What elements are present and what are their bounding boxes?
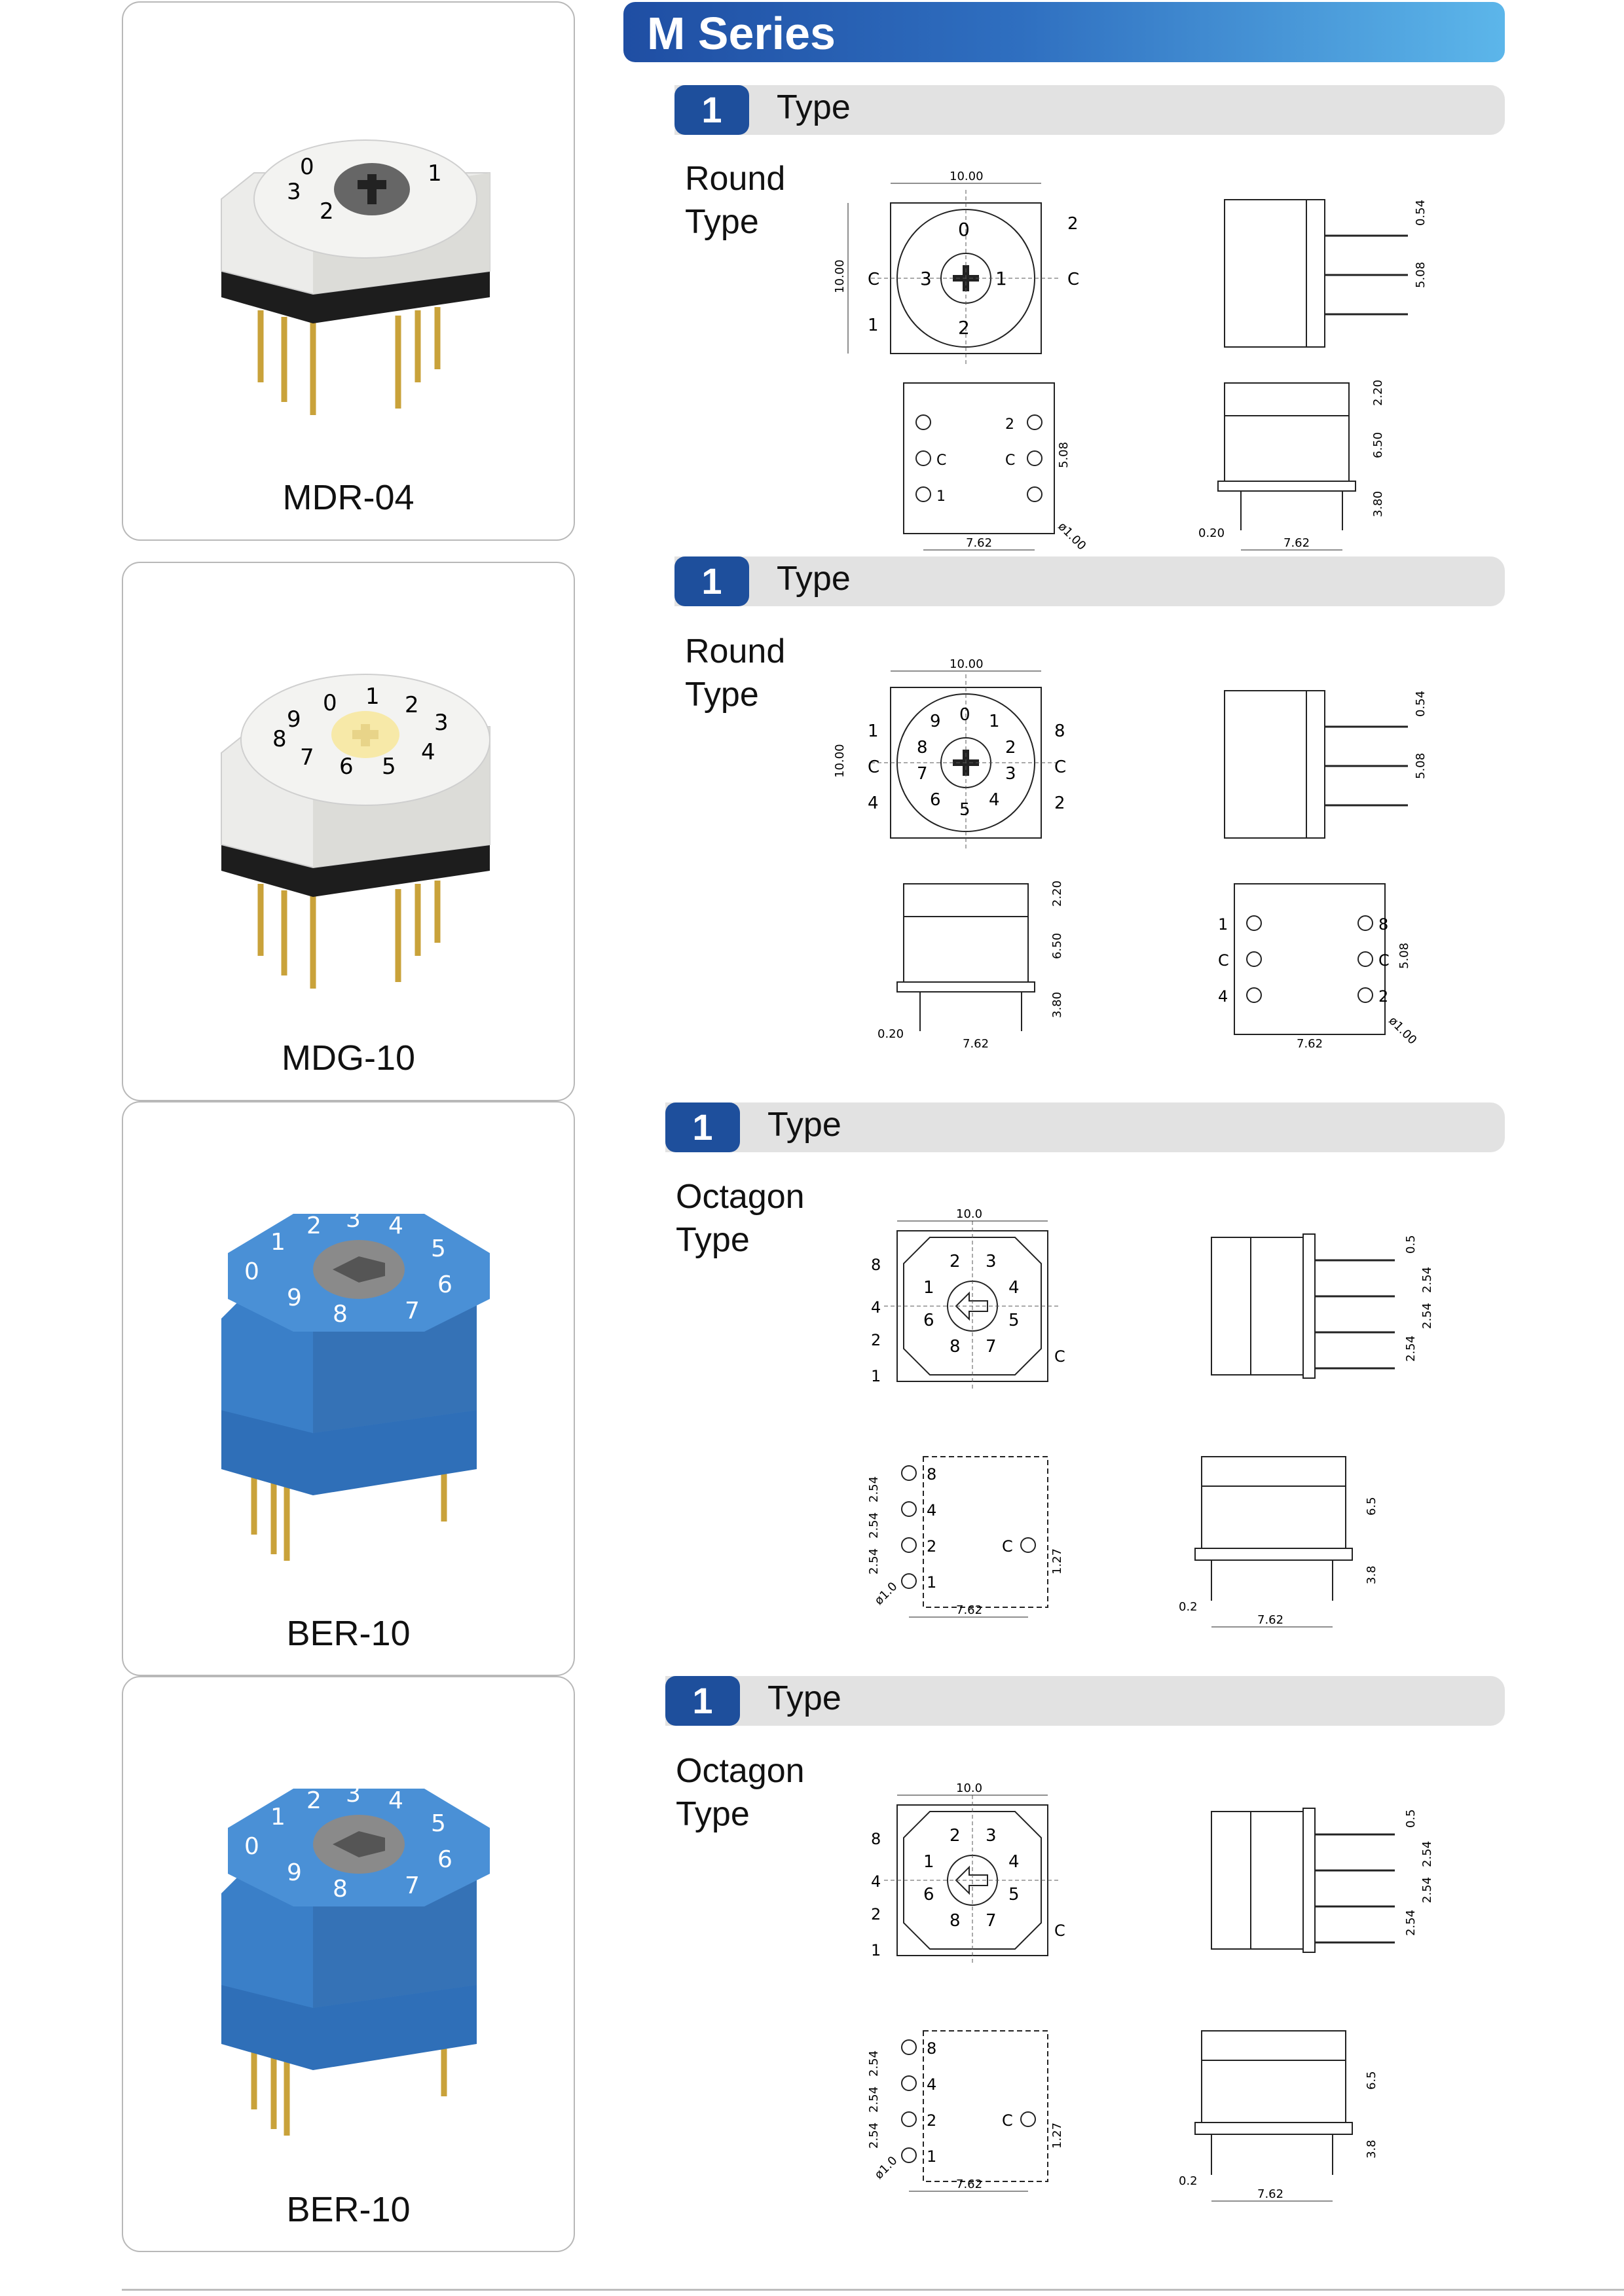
svg-text:4: 4: [989, 790, 1000, 810]
type-bar: [674, 85, 1505, 135]
svg-text:2: 2: [1005, 416, 1014, 433]
svg-text:C: C: [1218, 951, 1229, 970]
svg-text:2: 2: [958, 317, 970, 338]
svg-text:4: 4: [927, 2075, 937, 2094]
dim-top: 2.20: [1371, 379, 1385, 406]
dim-pitch: 2.54: [1420, 1302, 1434, 1329]
type-number-badge: 1: [674, 556, 749, 606]
dim-body: 6.5: [1365, 2071, 1378, 2090]
shape-label: Octagon Type: [676, 1178, 805, 1259]
svg-text:7: 7: [986, 1337, 997, 1357]
product-name: BER-10: [286, 1614, 411, 1653]
svg-text:4: 4: [871, 1298, 881, 1317]
svg-text:1: 1: [868, 721, 879, 741]
dim-pin-offset: 0.54: [1414, 199, 1428, 226]
dim-pin: 3.8: [1365, 1565, 1378, 1584]
svg-text:2: 2: [871, 1905, 881, 1923]
svg-text:0: 0: [958, 219, 970, 240]
svg-text:1: 1: [927, 1573, 937, 1592]
svg-text:0: 0: [323, 690, 337, 716]
type-label: Type: [777, 88, 851, 126]
svg-text:8: 8: [333, 1876, 348, 1903]
dim-pitch: 2.54: [1420, 1266, 1434, 1293]
svg-text:4: 4: [388, 1787, 403, 1814]
dim-gap: 0.2: [1179, 1600, 1198, 1614]
svg-text:3: 3: [986, 1252, 997, 1271]
svg-text:1: 1: [871, 1941, 881, 1959]
svg-text:2: 2: [1378, 987, 1389, 1006]
svg-text:7: 7: [405, 1872, 420, 1899]
svg-text:8: 8: [917, 738, 928, 757]
dim-hole: ø1.0: [872, 2153, 900, 2182]
dim-pitch-bottom: 2.54: [867, 1476, 881, 1503]
svg-text:2: 2: [1067, 214, 1079, 234]
svg-text:8: 8: [871, 1830, 881, 1848]
svg-text:2: 2: [1054, 793, 1065, 813]
dim-body: 6.50: [1050, 932, 1064, 959]
dim-width: 10.00: [950, 657, 984, 671]
svg-text:8: 8: [272, 726, 287, 752]
svg-text:9: 9: [287, 706, 301, 733]
dim-hole: ø1.0: [872, 1579, 900, 1608]
dim-pitch-bottom: 2.54: [867, 1512, 881, 1539]
octagon-type-drawing-2: [845, 1782, 1486, 2214]
svg-text:1: 1: [989, 712, 1000, 731]
type-number-badge: 1: [665, 1676, 740, 1726]
svg-text:2: 2: [927, 1537, 937, 1556]
svg-text:C: C: [936, 452, 947, 469]
svg-text:2: 2: [927, 2111, 937, 2130]
shape-label: Round Type: [685, 160, 786, 241]
dim-gap: 0.20: [1198, 526, 1225, 540]
svg-text:3: 3: [287, 179, 301, 205]
svg-text:8: 8: [950, 1337, 961, 1357]
dim-pin: 3.8: [1365, 2140, 1378, 2159]
dim-pin-offset: 0.5: [1404, 1809, 1418, 1828]
svg-text:1: 1: [923, 1852, 934, 1872]
svg-text:4: 4: [1008, 1278, 1020, 1298]
svg-text:2: 2: [306, 1212, 322, 1239]
svg-text:6: 6: [437, 1271, 452, 1298]
svg-text:0: 0: [300, 154, 314, 180]
shape-label: Octagon Type: [676, 1752, 805, 1833]
svg-text:1: 1: [1218, 915, 1228, 934]
svg-text:C: C: [1002, 1537, 1013, 1556]
svg-text:4: 4: [871, 1872, 881, 1891]
product-name: MDR-04: [282, 478, 415, 517]
svg-text:8: 8: [927, 1465, 937, 1484]
round-type-drawing-2: [832, 655, 1486, 1048]
svg-text:7: 7: [917, 764, 928, 784]
svg-text:6: 6: [923, 1311, 934, 1330]
svg-text:2: 2: [950, 1826, 961, 1846]
product-photo-mdr-04: [123, 3, 576, 461]
svg-text:8: 8: [333, 1301, 348, 1328]
dim-offset: 1.27: [1050, 2122, 1064, 2149]
svg-text:4: 4: [421, 739, 435, 765]
svg-text:C: C: [1378, 951, 1390, 970]
dim-width: 10.0: [956, 1208, 983, 1221]
svg-text:6: 6: [437, 1846, 452, 1873]
svg-text:4: 4: [1008, 1852, 1020, 1872]
svg-text:3: 3: [1005, 764, 1016, 784]
svg-text:1: 1: [270, 1804, 286, 1831]
dim-width: 10.00: [950, 170, 984, 183]
svg-text:5: 5: [431, 1810, 446, 1837]
svg-text:C: C: [1067, 270, 1080, 289]
dim-span: 7.62: [966, 536, 993, 550]
svg-text:6: 6: [339, 754, 354, 780]
dim-span: 7.62: [956, 1603, 983, 1617]
dim-hole: ø1.00: [1386, 1013, 1420, 1048]
dim-height: 10.00: [833, 744, 847, 778]
svg-text:2: 2: [1005, 738, 1016, 757]
dim-pitch-bottom: 5.08: [1397, 942, 1411, 969]
svg-text:2: 2: [950, 1252, 961, 1271]
dim-span-front: 7.62: [1257, 2187, 1284, 2201]
svg-text:0: 0: [244, 1258, 259, 1285]
svg-text:4: 4: [868, 793, 879, 813]
dim-pitch-bottom: 2.54: [867, 2086, 881, 2113]
dim-hole: ø1.00: [1055, 519, 1089, 553]
dim-pitch: 5.08: [1414, 261, 1428, 288]
dim-pitch-bottom: 2.54: [867, 2122, 881, 2149]
svg-text:8: 8: [1054, 721, 1065, 741]
product-card-ber-10: [122, 1101, 575, 1676]
dim-pitch: 2.54: [1404, 1909, 1418, 1936]
shape-label: Round Type: [685, 632, 786, 714]
svg-text:C: C: [1002, 2111, 1013, 2130]
svg-text:5: 5: [431, 1235, 446, 1262]
dim-pitch: 5.08: [1414, 752, 1428, 779]
dim-pitch: 2.54: [1404, 1335, 1418, 1362]
svg-text:8: 8: [1378, 915, 1389, 934]
svg-text:2: 2: [871, 1331, 881, 1349]
type-bar: [674, 556, 1505, 606]
svg-text:3: 3: [986, 1826, 997, 1846]
svg-text:7: 7: [986, 1911, 997, 1931]
dim-pin: 3.80: [1050, 991, 1064, 1018]
type-number-badge: 1: [674, 85, 749, 135]
svg-text:C: C: [1054, 757, 1067, 777]
svg-text:6: 6: [930, 790, 941, 810]
type-label: Type: [767, 1679, 841, 1717]
dim-width: 10.0: [956, 1782, 983, 1795]
dim-pin-offset: 0.5: [1404, 1235, 1418, 1254]
svg-text:4: 4: [927, 1501, 937, 1520]
svg-text:5: 5: [1008, 1311, 1020, 1330]
dim-span-front: 7.62: [1283, 536, 1310, 550]
dim-span-bottom: 7.62: [1297, 1037, 1323, 1048]
svg-text:5: 5: [959, 800, 970, 820]
dim-gap: 0.20: [877, 1027, 904, 1041]
product-card-mdr-04: [122, 1, 575, 541]
dim-span-front: 7.62: [1257, 1613, 1284, 1627]
svg-text:4: 4: [1218, 987, 1228, 1006]
svg-text:1: 1: [995, 268, 1007, 289]
type-bar: [665, 1102, 1505, 1152]
svg-text:8: 8: [927, 2039, 937, 2058]
svg-text:1: 1: [923, 1278, 934, 1298]
product-card-mdg-10: [122, 562, 575, 1101]
svg-text:C: C: [868, 270, 880, 289]
svg-text:1: 1: [927, 2147, 937, 2166]
svg-text:1: 1: [365, 683, 380, 710]
type-number-badge: 1: [665, 1102, 740, 1152]
dim-span: 7.62: [963, 1037, 989, 1048]
svg-text:C: C: [1054, 1347, 1065, 1366]
product-photo-ber-10-b: [123, 1677, 576, 2175]
dim-pitch: 2.54: [1420, 1876, 1434, 1903]
svg-text:5: 5: [382, 754, 396, 780]
svg-text:3: 3: [920, 268, 932, 289]
svg-text:9: 9: [287, 1859, 302, 1886]
dim-pitch-bottom: 2.54: [867, 1548, 881, 1575]
svg-text:6: 6: [923, 1885, 934, 1904]
footer-divider: [122, 2289, 1624, 2291]
dim-pitch-bottom: 5.08: [1057, 441, 1071, 468]
dim-span: 7.62: [956, 2178, 983, 2191]
svg-text:2: 2: [306, 1787, 322, 1814]
svg-text:5: 5: [1008, 1885, 1020, 1904]
svg-text:0: 0: [244, 1833, 259, 1860]
product-photo-ber-10: [123, 1102, 576, 1600]
product-name: MDG-10: [281, 1038, 416, 1078]
octagon-type-drawing-1: [845, 1208, 1486, 1640]
svg-text:8: 8: [871, 1256, 881, 1274]
svg-text:9: 9: [287, 1285, 302, 1311]
dim-height: 10.00: [833, 259, 847, 293]
svg-text:C: C: [1054, 1922, 1065, 1940]
dim-pin: 3.80: [1371, 490, 1385, 517]
dim-body: 6.5: [1365, 1497, 1378, 1516]
svg-text:C: C: [1005, 452, 1016, 469]
svg-text:2: 2: [320, 198, 334, 225]
dim-pitch: 2.54: [1420, 1840, 1434, 1867]
product-name: BER-10: [286, 2190, 411, 2229]
svg-text:1: 1: [871, 1367, 881, 1385]
product-photo-mdg-10: [123, 563, 576, 1021]
dim-gap: 0.2: [1179, 2174, 1198, 2188]
svg-text:7: 7: [300, 744, 314, 771]
svg-text:1: 1: [868, 316, 879, 335]
svg-text:3: 3: [346, 1781, 361, 1808]
dim-offset: 1.27: [1050, 1548, 1064, 1575]
svg-text:8: 8: [950, 1911, 961, 1931]
svg-text:1: 1: [270, 1229, 286, 1256]
series-header: [623, 2, 1505, 62]
svg-text:3: 3: [434, 710, 449, 736]
dim-body: 6.50: [1371, 431, 1385, 458]
svg-text:2: 2: [405, 692, 419, 718]
svg-text:9: 9: [930, 712, 941, 731]
series-title: M Series: [647, 8, 836, 59]
round-type-drawing-1: [832, 164, 1486, 556]
svg-text:4: 4: [388, 1212, 403, 1239]
dim-pin-offset: 0.54: [1414, 690, 1428, 717]
svg-text:1: 1: [428, 160, 442, 187]
svg-text:1: 1: [936, 488, 946, 505]
product-card-ber-10-b: [122, 1676, 575, 2252]
type-label: Type: [777, 560, 851, 598]
svg-text:3: 3: [346, 1206, 361, 1233]
dim-top: 2.20: [1050, 880, 1064, 907]
type-bar: [665, 1676, 1505, 1726]
svg-text:7: 7: [405, 1298, 420, 1324]
svg-text:C: C: [868, 757, 880, 777]
svg-text:0: 0: [959, 705, 970, 725]
dim-pitch-bottom: 2.54: [867, 2050, 881, 2077]
type-label: Type: [767, 1106, 841, 1144]
